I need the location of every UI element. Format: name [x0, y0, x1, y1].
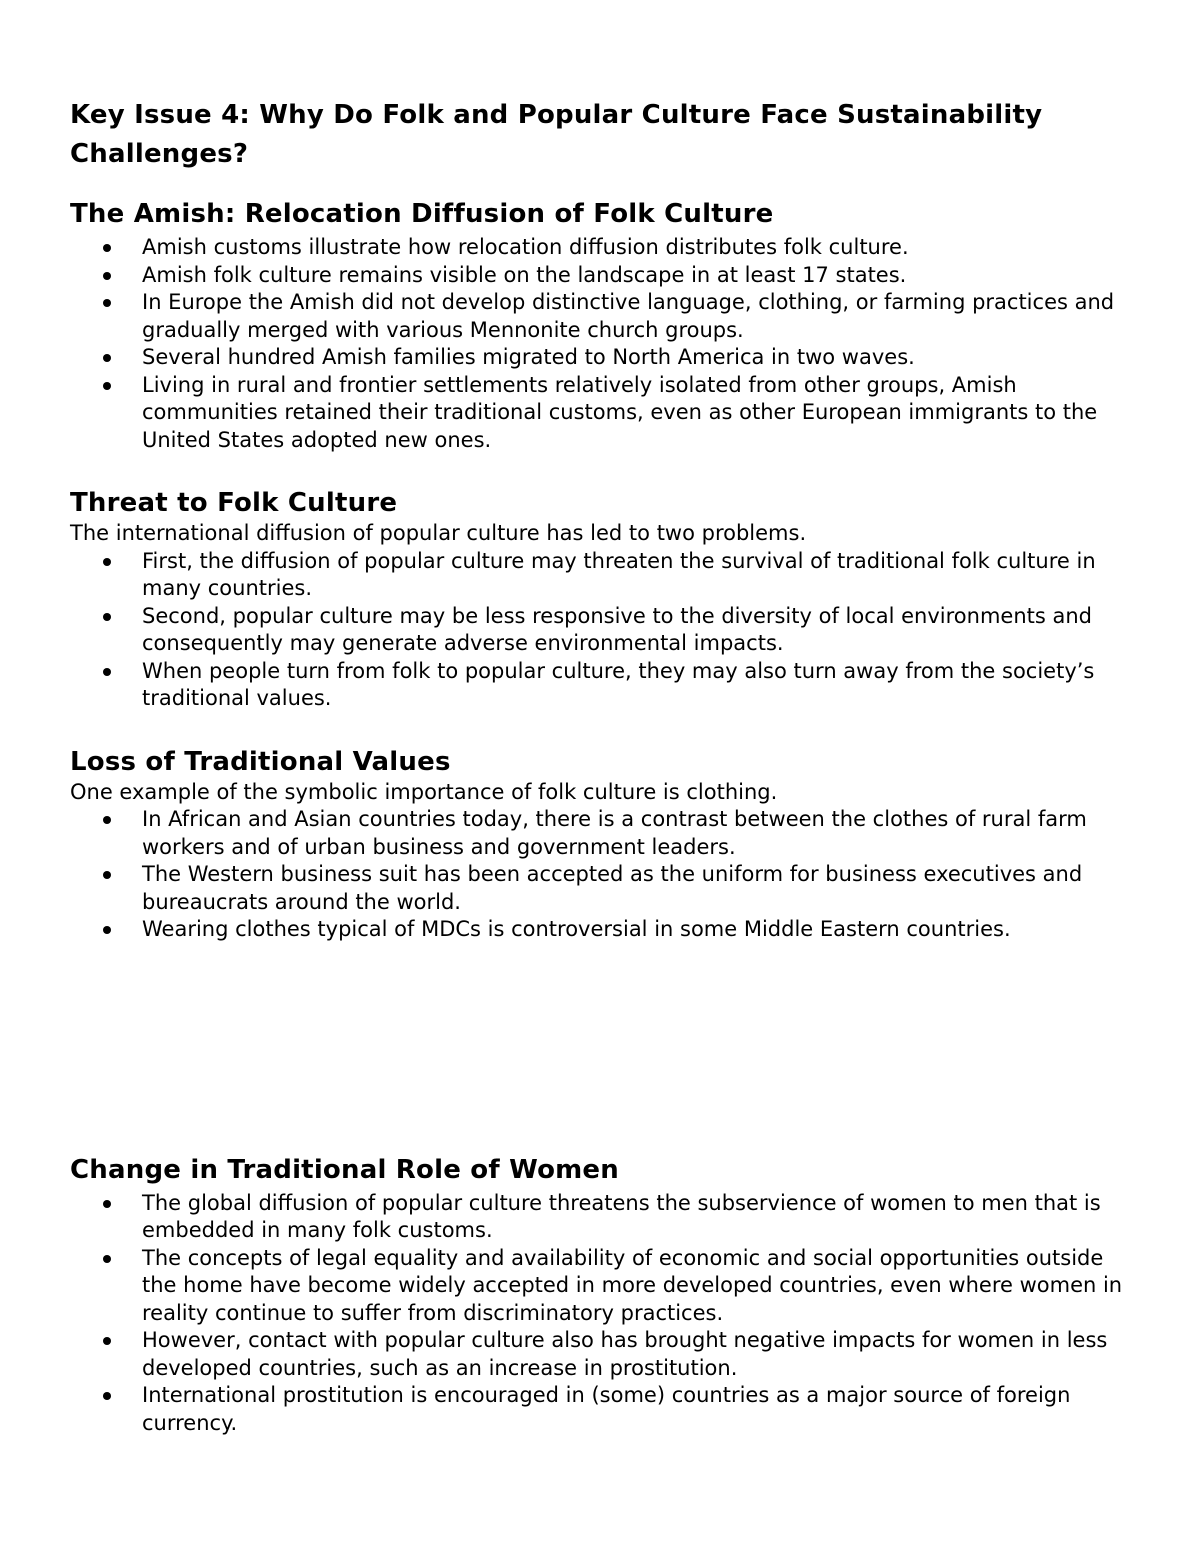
section-heading: Threat to Folk Culture — [70, 488, 398, 518]
list-item — [70, 658, 1140, 713]
list-item — [70, 916, 1140, 944]
list-item — [70, 861, 1140, 916]
bullet-list — [70, 1190, 1140, 1438]
section-heading: Loss of Traditional Values — [70, 746, 451, 777]
list-item — [70, 1245, 1140, 1328]
list-item — [70, 234, 1140, 262]
bullet-icon — [103, 272, 111, 280]
list-item-text: Second, popular culture may be less responsive to the diversity of local environments and consequently may generate adverse environmental impacts. — [142, 603, 1092, 655]
list-item — [70, 548, 1140, 603]
section-heading: The Amish: Relocation Diffusion of Folk Culture — [70, 199, 774, 229]
list-item-text: The Western business suit has been accepted as the uniform for business executives and bureaucrats around the world. — [142, 862, 1083, 914]
list-item — [70, 372, 1140, 455]
bullet-icon — [103, 1255, 111, 1263]
bullet-icon — [103, 1337, 111, 1345]
list-item-text: Amish customs illustrate how relocation diffusion distributes folk culture. — [142, 235, 909, 259]
bullet-icon — [103, 613, 111, 621]
list-item-text: The global diffusion of popular culture threatens the subservience of women to men that is embedded in many folk customs. — [142, 1190, 1101, 1242]
section-role-of-women — [70, 1153, 1140, 1438]
list-item — [70, 344, 1140, 372]
bullet-icon — [103, 926, 111, 934]
list-item — [70, 262, 1140, 290]
list-item-text: In African and Asian countries today, there is a contrast between the clothes of rural farm workers and of urban business and government leaders. — [142, 807, 1087, 859]
list-item-text: The concepts of legal equality and availability of economic and social opportunities outside the home have become widely accepted in more developed countries, even where women in reality continue to suffer from discriminatory practices. — [142, 1245, 1123, 1325]
section-loss-of-traditional-values — [70, 745, 1140, 944]
bullet-icon — [103, 871, 111, 879]
list-item-text: However, contact with popular culture also has brought negative impacts for women in less developed countries, such as an increase in prostitution. — [142, 1328, 1108, 1380]
section-threat-to-folk-culture — [70, 486, 1140, 713]
bullet-icon — [103, 816, 111, 824]
list-item — [70, 806, 1140, 861]
list-item — [70, 603, 1140, 658]
list-item-text: Living in rural and frontier settlements relatively isolated from other groups, Amish communities retained their traditional customs, even as other European immigrants to the United States adopted new ones. — [142, 372, 1098, 452]
section-amish — [70, 197, 1140, 454]
bullet-icon — [103, 1200, 111, 1208]
document-page — [70, 96, 1140, 1437]
list-item-text: Several hundred Amish families migrated to North America in two waves. — [142, 345, 915, 369]
list-item — [70, 1382, 1140, 1437]
list-item — [70, 1190, 1140, 1245]
list-item — [70, 1327, 1140, 1382]
bullet-icon — [103, 1392, 111, 1400]
bullet-list — [70, 548, 1140, 713]
list-item-text: Wearing clothes typical of MDCs is controversial in some Middle Eastern countries. — [142, 917, 1011, 941]
bullet-icon — [103, 354, 111, 362]
document-title: Key Issue 4: Why Do Folk and Popular Culture Face Sustainability Challenges? — [70, 100, 1043, 169]
list-item-text: In Europe the Amish did not develop distinctive language, clothing, or farming practices and gradually merged with various Mennonite church groups. — [142, 290, 1115, 342]
list-item — [70, 289, 1140, 344]
section-intro: One example of the symbolic importance of folk culture is clothing. — [70, 779, 778, 804]
bullet-icon — [103, 668, 111, 676]
section-heading: Change in Traditional Role of Women — [70, 1154, 619, 1185]
bullet-list — [70, 234, 1140, 454]
bullet-list — [70, 806, 1140, 944]
list-item-text: When people turn from folk to popular culture, they may also turn away from the society’s traditional values. — [142, 658, 1095, 710]
bullet-icon — [103, 382, 111, 390]
section-intro: The international diffusion of popular culture has led to two problems. — [70, 521, 807, 545]
bullet-icon — [103, 558, 111, 566]
bullet-icon — [103, 299, 111, 307]
list-item-text: Amish folk culture remains visible on the landscape in at least 17 states. — [142, 262, 907, 287]
list-item-text: International prostitution is encouraged in (some) countries as a major source of foreign currency. — [142, 1383, 1071, 1435]
bullet-icon — [103, 244, 111, 252]
list-item-text: First, the diffusion of popular culture may threaten the survival of traditional folk culture in many countries. — [142, 548, 1096, 600]
